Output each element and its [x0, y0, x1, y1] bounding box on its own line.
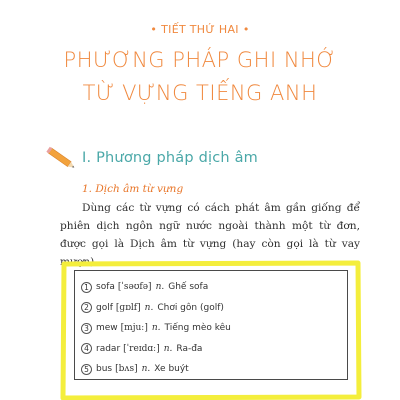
- vocab-number: 2: [81, 302, 92, 313]
- vocab-word: mew: [96, 323, 118, 334]
- vocab-list: [81, 277, 231, 380]
- lesson-label-text: TIẾT THỨ HAI: [161, 23, 239, 36]
- vocab-pos: n.: [141, 364, 151, 375]
- lesson-label: [0, 23, 400, 36]
- vocab-box: [74, 270, 348, 380]
- vocab-number: 1: [81, 282, 92, 293]
- vocab-meaning: Chơi gôn (golf): [157, 302, 224, 313]
- vocab-ipa: [ɡɒlf]: [115, 302, 141, 313]
- vocab-item: [81, 298, 231, 319]
- vocab-word: radar: [96, 343, 121, 354]
- vocab-item: [81, 318, 231, 339]
- vocab-pos: n.: [163, 343, 173, 354]
- vocab-word: bus: [96, 364, 113, 375]
- vocab-meaning: Xe buýt: [154, 364, 189, 375]
- vocab-ipa: [ˈreɪdɑː]: [123, 343, 160, 354]
- vocab-number: 4: [81, 343, 92, 354]
- page-title-line2: TỪ VỰNG TIẾNG ANH: [82, 81, 318, 105]
- vocab-item: [81, 277, 231, 298]
- vocab-item: [81, 339, 231, 360]
- vocab-pos: n.: [155, 282, 165, 293]
- vocab-number: 5: [81, 364, 92, 375]
- vocab-pos: n.: [151, 323, 161, 334]
- section-heading: I. Phương pháp dịch âm: [82, 150, 258, 166]
- bullet-dot-right: •: [242, 23, 250, 36]
- vocab-ipa: [mjuː]: [120, 323, 148, 334]
- vocab-meaning: Ghế sofa: [168, 282, 209, 293]
- vocab-number: 3: [81, 323, 92, 334]
- vocab-ipa: [ˈsəʊfə]: [117, 282, 152, 293]
- vocab-meaning: Ra-đa: [176, 343, 203, 354]
- sub-heading: 1. Dịch âm từ vựng: [82, 183, 184, 195]
- vocab-pos: n.: [144, 302, 154, 313]
- page-title-line1: PHƯƠNG PHÁP GHI NHỚ: [63, 48, 337, 72]
- vocab-word: sofa: [96, 282, 115, 293]
- vocab-item: [81, 359, 231, 380]
- vocab-meaning: Tiếng mèo kêu: [164, 323, 231, 334]
- vocab-ipa: [bʌs]: [115, 364, 138, 375]
- bullet-dot-left: •: [150, 23, 158, 36]
- pencil-icon: [43, 144, 81, 174]
- vocab-word: golf: [96, 302, 113, 313]
- paragraph-text: Dùng các từ vựng có cách phát âm gần giống để phiên dịch ngôn ngữ nước ngoài thành một từ đơn, được gọi là Dịch âm từ vựng (hay còn gọi là từ vay mượn).: [60, 202, 360, 268]
